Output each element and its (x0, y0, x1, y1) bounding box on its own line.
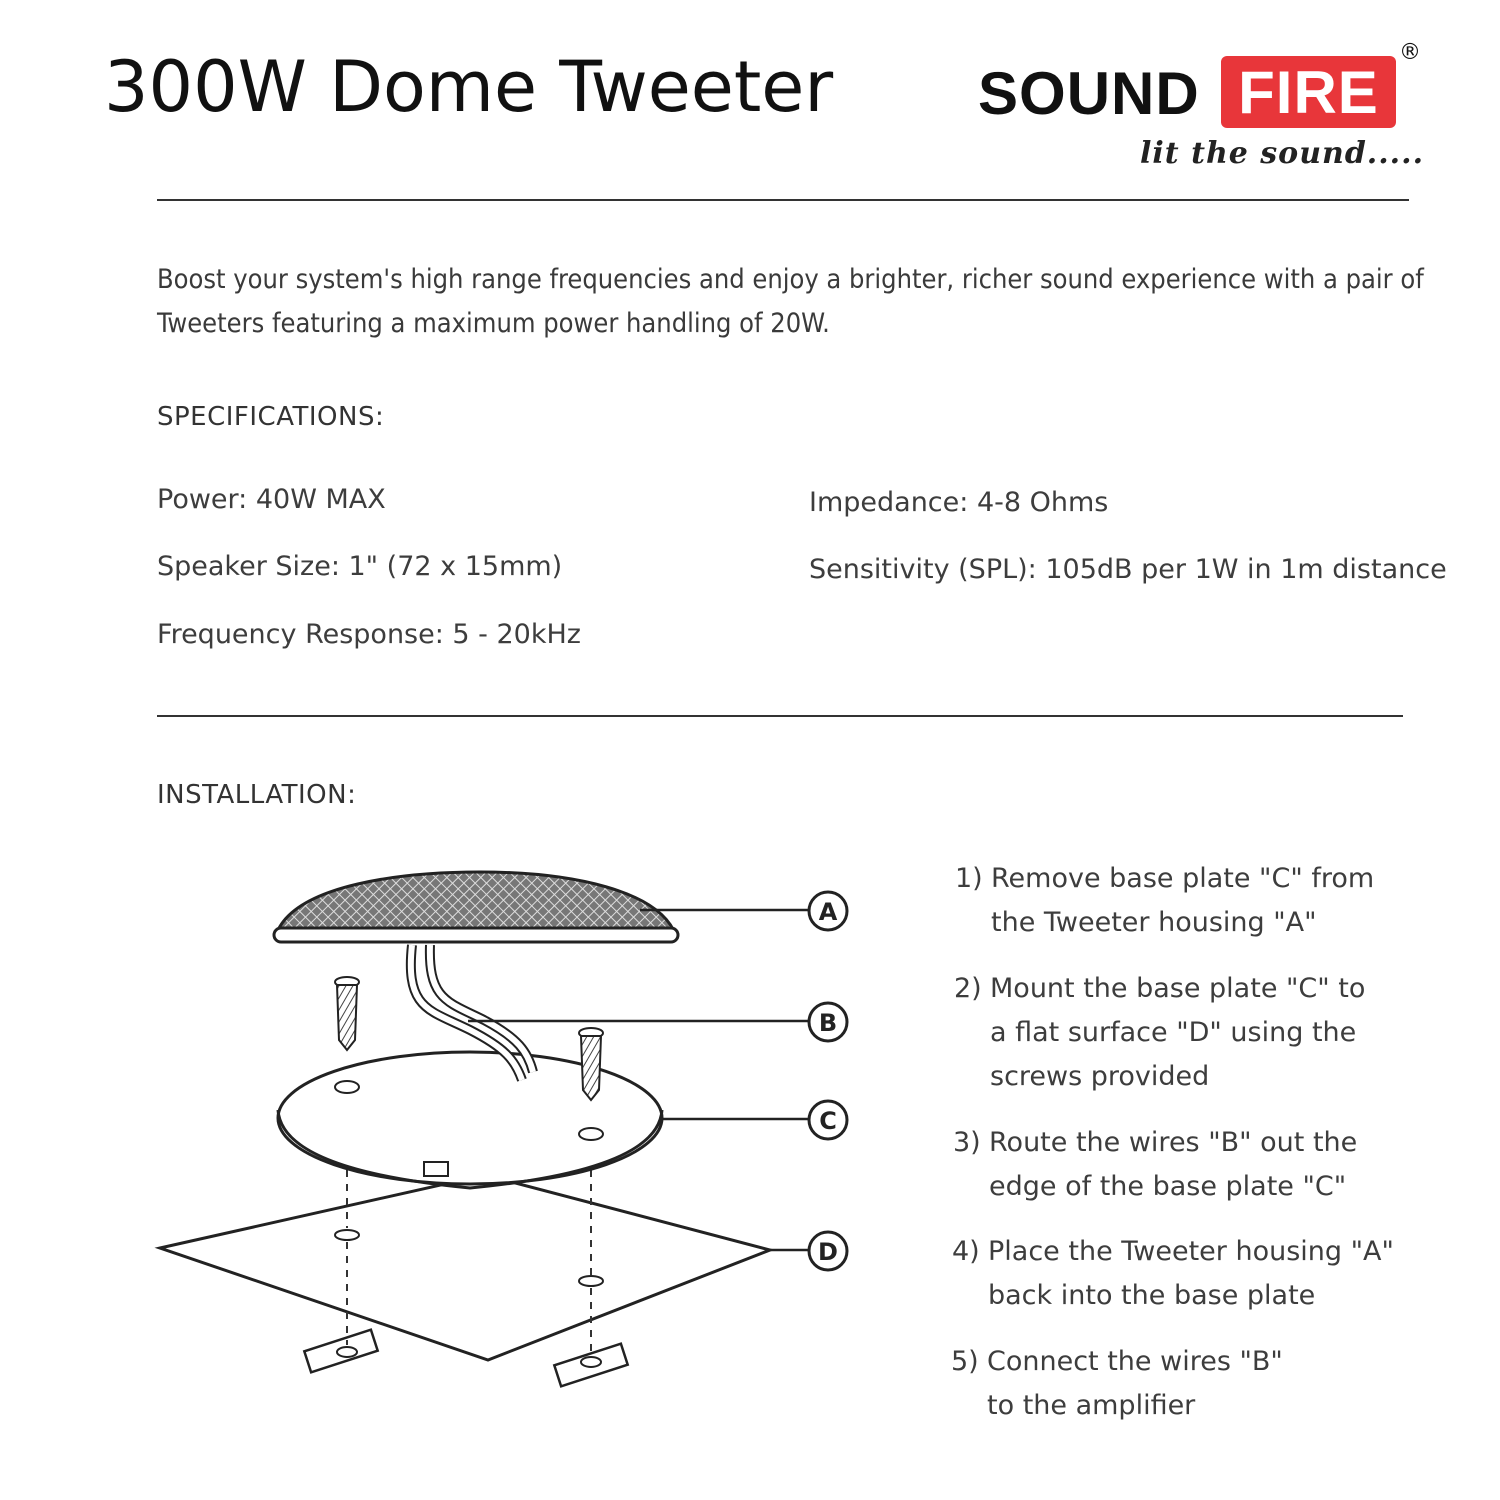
step-number: 5) (951, 1346, 979, 1377)
screw-right (579, 1028, 603, 1100)
step-text: Route the wires "B" out the edge of the base plate "C" (989, 1127, 1358, 1202)
spec-power: Power: 40W MAX (157, 484, 386, 515)
spec-sensitivity: Sensitivity (SPL): 105dB per 1W in 1m distance (809, 554, 1447, 585)
spec-impedance: Impedance: 4-8 Ohms (809, 487, 1109, 518)
step-number: 3) (953, 1127, 981, 1158)
step-number: 1) (955, 863, 983, 894)
specifications-heading: SPECIFICATIONS: (157, 402, 385, 432)
label-b-text: B (818, 1009, 838, 1037)
logo-fire-box (1221, 56, 1396, 128)
step-text: Place the Tweeter housing "A" back into the base plate (988, 1236, 1394, 1311)
brand-logo (978, 40, 1438, 184)
mounting-surface-d (160, 1175, 770, 1386)
logo-word-fire: FIRE (1238, 59, 1379, 126)
logo-word-sound: SOUND (978, 60, 1200, 127)
installation-diagram (150, 860, 870, 1400)
registered-mark: ® (1399, 40, 1421, 65)
spec-frequency-response: Frequency Response: 5 - 20kHz (157, 619, 581, 650)
step-text: Remove base plate "C" from the Tweeter housing "A" (991, 863, 1375, 938)
label-a (809, 892, 847, 930)
spec-speaker-size: Speaker Size: 1" (72 x 15mm) (157, 551, 563, 582)
label-d-text: D (818, 1238, 838, 1266)
intro-paragraph: Boost your system's high range frequencies and enjoy a brighter, richer sound experience with a pair of Tweeters featuring a maximum power handling of 20W. (157, 264, 1424, 339)
label-d (809, 1232, 847, 1270)
step-text: Mount the base plate "C" to a flat surface "D" using the screws provided (990, 973, 1366, 1092)
tweeter-housing-a (274, 872, 678, 942)
logo-tagline: lit the sound..... (1140, 136, 1425, 171)
divider-middle (157, 715, 1403, 717)
label-c-text: C (819, 1107, 837, 1135)
installation-heading: INSTALLATION: (157, 780, 357, 810)
label-b (809, 1003, 847, 1041)
step-text: Connect the wires "B" to the amplifier (987, 1346, 1283, 1421)
base-plate-c (278, 1052, 662, 1188)
step-number: 2) (954, 973, 982, 1004)
divider-top (157, 199, 1409, 201)
label-a-text: A (818, 898, 838, 926)
page-title: 300W Dome Tweeter (104, 46, 834, 128)
label-c (809, 1101, 847, 1139)
screw-left (335, 977, 359, 1050)
step-number: 4) (952, 1236, 980, 1267)
